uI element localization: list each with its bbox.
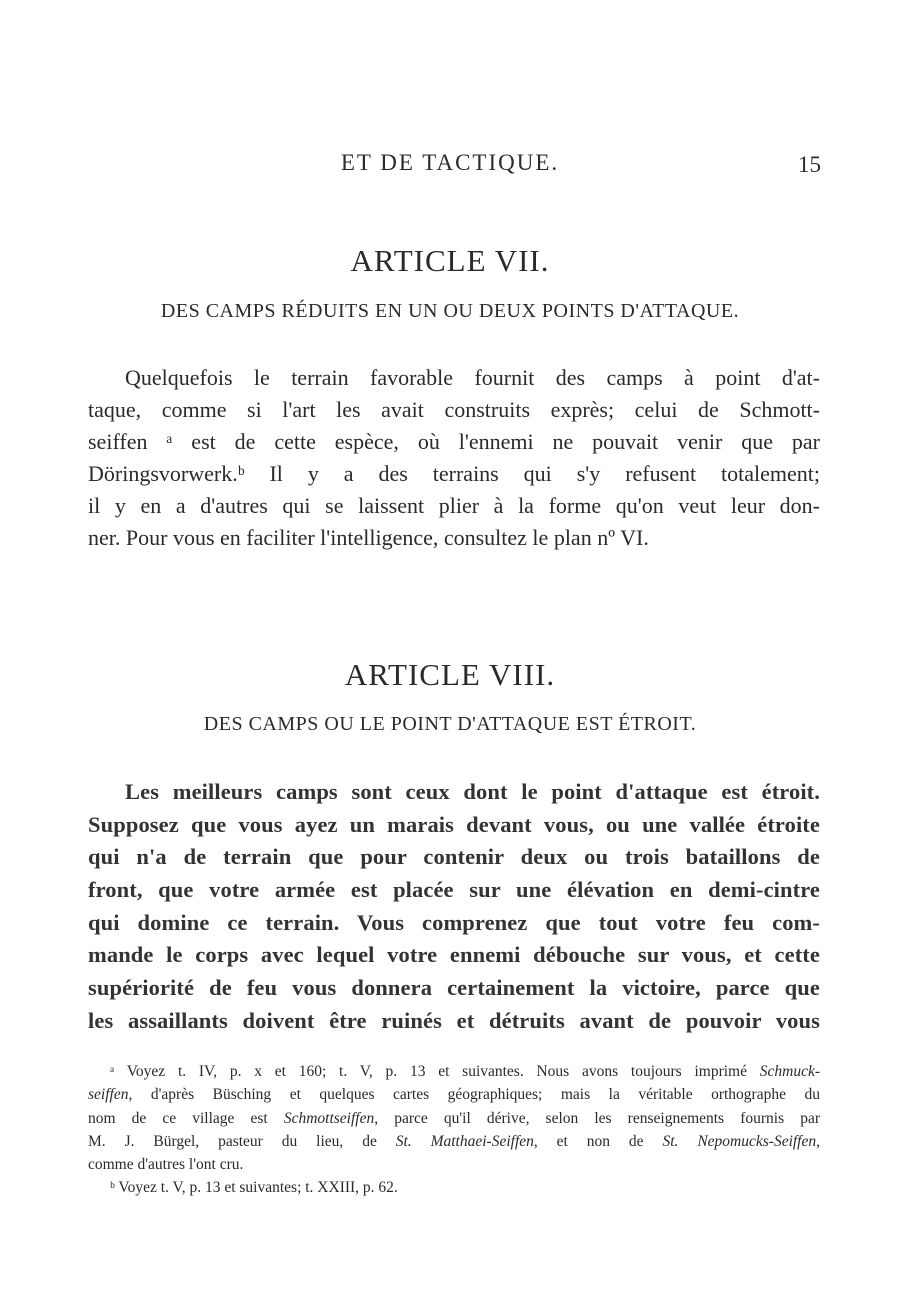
text-line: Döringsvorwerk.ᵇ Il y a des terrains qui s'y refusent totalement; bbox=[88, 461, 820, 486]
article-8-subtitle: DES CAMPS OU LE POINT D'ATTAQUE EST ÉTROIT. bbox=[203, 713, 697, 735]
text-line: Supposez que vous ayez un marais devant vous, ou une vallée étroite bbox=[88, 811, 820, 837]
text-line: supériorité de feu vous donnera certainement la victoire, parce que bbox=[88, 975, 820, 1001]
text-line: ner. Pour vous en faciliter l'intelligence, consultez le plan nº VI. bbox=[88, 525, 649, 550]
footnote-line: seiffen, d'après Büsching et quelques cartes géographiques; mais la véritable orthographe du bbox=[88, 1086, 820, 1104]
text-line: Quelquefois le terrain favorable fournit des camps à point d'at- bbox=[125, 365, 820, 390]
text-line: mande le corps avec lequel votre ennemi débouche sur vous, et cette bbox=[88, 942, 820, 968]
text-line: les assaillants doivent être ruinés et détruits avant de pouvoir vous bbox=[88, 1007, 820, 1033]
article-7-paragraph bbox=[88, 362, 820, 554]
text-line: seiffen ᵃ est de cette espèce, où l'ennemi ne pouvait venir que par bbox=[88, 429, 820, 454]
footnote-line: ᵇ Voyez t. V, p. 13 et suivantes; t. XXIII, p. 62. bbox=[110, 1179, 398, 1197]
footnote-line: comme d'autres l'ont cru. bbox=[88, 1156, 244, 1174]
footnote-line: ᵃ Voyez t. IV, p. x et 160; t. V, p. 13 et suivantes. Nous avons toujours imprimé Schmuck- bbox=[110, 1063, 820, 1080]
footnotes bbox=[88, 1060, 820, 1200]
running-title: ET DE TACTIQUE. bbox=[340, 150, 560, 175]
text-line: taque, comme si l'art les avait construits exprès; celui de Schmott- bbox=[88, 397, 820, 422]
text-line: Les meilleurs camps sont ceux dont le point d'attaque est étroit. bbox=[125, 779, 820, 804]
page-number: 15 bbox=[798, 152, 821, 177]
article-8-title: ARTICLE VIII. bbox=[344, 657, 556, 692]
article-7-title: ARTICLE VII. bbox=[350, 243, 550, 278]
text-line: il y en a d'autres qui se laissent plier à la forme qu'on veut leur don- bbox=[88, 493, 820, 518]
footnote-line: M. J. Bürgel, pasteur du lieu, de St. Matthaei-Seiffen, et non de St. Nepomucks-Seiffen, bbox=[88, 1132, 820, 1150]
article-8-paragraph bbox=[88, 776, 820, 1038]
text-line: qui n'a de terrain que pour contenir deux ou trois bataillons de bbox=[88, 844, 820, 870]
footnote-line: nom de ce village est Schmottseiffen, parce qu'il dérive, selon les renseignements fournis par bbox=[88, 1109, 820, 1127]
text-line: front, que votre armée est placée sur une élévation en demi-cintre bbox=[88, 877, 820, 903]
article-7-subtitle: DES CAMPS RÉDUITS EN UN OU DEUX POINTS D'ATTAQUE. bbox=[160, 300, 740, 322]
text-line: qui domine ce terrain. Vous comprenez que tout votre feu com- bbox=[88, 909, 820, 935]
